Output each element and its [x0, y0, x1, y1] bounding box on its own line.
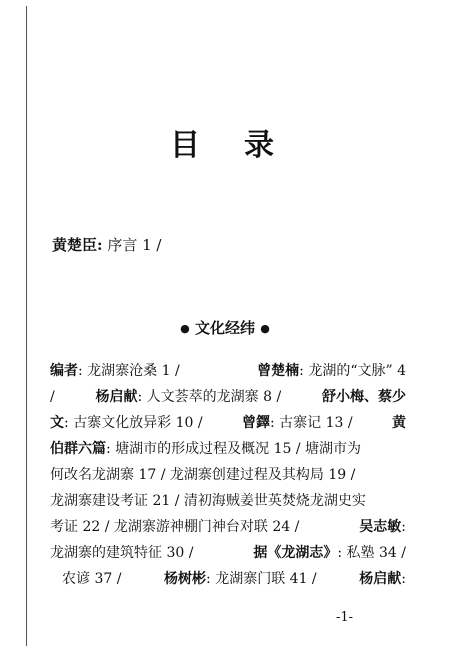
author-zeng-chunan: 曾楚楠: [257, 363, 300, 379]
author-shu-xiaomei: 舒小梅、蔡少: [321, 389, 406, 405]
preface-colon: :: [97, 236, 103, 254]
author-yang-shubin: 杨树彬: [164, 571, 207, 587]
page-number: -1-: [336, 610, 354, 625]
author-yang-qixian: 杨启献: [95, 389, 138, 405]
section-heading: [0, 317, 450, 338]
toc-line-8: [50, 540, 406, 566]
separator: /: [50, 389, 55, 405]
title-char-2: 录: [244, 128, 280, 163]
author-boqun: 伯群六篇: [50, 441, 106, 457]
toc-line-1: [50, 358, 406, 384]
entry-text: 龙湖寨的建筑特征 30 /: [50, 545, 194, 561]
toc-line-6: [50, 488, 406, 514]
preface-text: 序言 1 /: [102, 236, 162, 254]
entry-text: : 古寨记 13 /: [270, 415, 353, 431]
entry-text: : 古寨文化放异彩 10 /: [64, 415, 203, 431]
title-char-1: 目: [170, 128, 206, 163]
author-yang-qixian-2: 杨启献: [359, 571, 402, 587]
entry-colon: :: [401, 571, 406, 587]
entry-text: : 龙湖寨门联 41 /: [206, 571, 317, 587]
entry-text: : 人文荟萃的龙湖寨 8 /: [137, 389, 282, 405]
entry-colon: :: [401, 519, 406, 535]
toc-line-3: [50, 410, 406, 436]
entry-text: : 私塾 34 /: [337, 545, 406, 561]
toc-line-7: [50, 514, 406, 540]
author-zeng-duo: 曾鐸: [242, 415, 270, 431]
entry-text: 农谚 37 /: [62, 571, 122, 587]
toc-line-9: [50, 566, 406, 592]
author-bianzhe: 编者: [50, 363, 78, 379]
entry-text: 龙湖寨建设考证 21 / 清初海贼姜世英焚烧龙湖史实: [50, 493, 366, 509]
entry-text: : 龙湖寨沧桑 1 /: [78, 363, 180, 379]
entry-text: 何改名龙湖寨 17 / 龙湖寨创建过程及其构局 19 /: [50, 467, 356, 483]
section-title: 文化经纬: [194, 319, 255, 337]
toc-line-5: [50, 462, 406, 488]
toc-line-4: [50, 436, 406, 462]
entry-text: : 塘湖市的形成过程及概况 15 / 塘湖市为: [106, 441, 362, 457]
bullet-dot-right: ●: [260, 322, 270, 335]
preface-entry: [52, 234, 161, 255]
author-longhu-zhi: 据《龙湖志》: [253, 545, 338, 561]
author-huang: 黄: [392, 415, 406, 431]
toc-entries: [50, 358, 406, 592]
entry-text: : 龙湖的“文脉” 4: [299, 363, 406, 379]
author-cont: 文: [50, 415, 64, 431]
entry-text: 考证 22 / 龙湖寨游神棚门神台对联 24 /: [50, 519, 300, 535]
toc-line-2: [50, 384, 406, 410]
bullet-dot-left: ●: [180, 322, 190, 335]
preface-author: 黄楚臣: [52, 236, 98, 254]
author-wu-zhimin: 吴志敏: [359, 519, 402, 535]
page-title: [0, 120, 450, 164]
